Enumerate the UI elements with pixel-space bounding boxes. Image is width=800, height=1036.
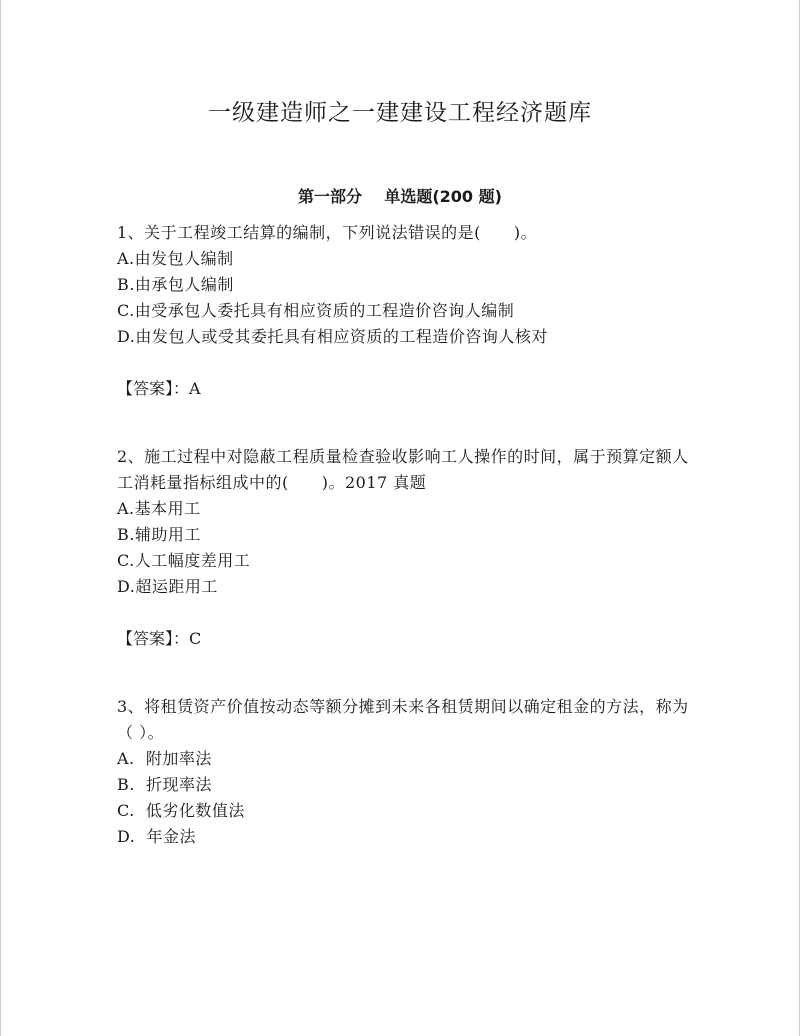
question-stem: 2、施工过程中对隐蔽工程质量检查验收影响工人操作的时间，属于预算定额人工消耗量指标组成中的( )。2017 真题 bbox=[117, 447, 689, 492]
option-a: A.由发包人编制 bbox=[117, 249, 234, 268]
spacer bbox=[117, 402, 697, 444]
question-1 bbox=[117, 220, 697, 402]
question-stem: 3、将租赁资产价值按动态等额分摊到未来各租赁期间以确定租金的方法，称为（ ）。 bbox=[117, 697, 689, 742]
option-d: D.超运距用工 bbox=[117, 577, 218, 596]
option-b: B.由承包人编制 bbox=[117, 275, 234, 294]
option-c: C.由受承包人委托具有相应资质的工程造价咨询人编制 bbox=[117, 301, 515, 320]
question-list bbox=[117, 220, 697, 850]
question-3 bbox=[117, 694, 697, 850]
option-d: D.由发包人或受其委托具有相应资质的工程造价咨询人核对 bbox=[117, 327, 548, 346]
section-title: 第一部分 单选题(200 题) bbox=[298, 187, 502, 206]
option-d: D. 年金法 bbox=[117, 827, 197, 846]
option-c: C.人工幅度差用工 bbox=[117, 551, 251, 570]
option-b: B. 折现率法 bbox=[117, 775, 213, 794]
spacer bbox=[117, 652, 697, 694]
page-title: 一级建造师之一建建设工程经济题库 bbox=[208, 100, 592, 126]
option-a: A. 附加率法 bbox=[117, 749, 212, 768]
answer-line: 【答案】：C bbox=[117, 629, 202, 648]
question-2 bbox=[117, 444, 697, 652]
option-a: A.基本用工 bbox=[117, 499, 201, 518]
question-stem: 1、关于工程竣工结算的编制，下列说法错误的是( )。 bbox=[117, 223, 538, 242]
page-left-edge bbox=[0, 0, 1, 1036]
option-b: B.辅助用工 bbox=[117, 525, 201, 544]
answer-line: 【答案】：A bbox=[117, 379, 201, 398]
option-c: C. 低劣化数值法 bbox=[117, 801, 245, 820]
